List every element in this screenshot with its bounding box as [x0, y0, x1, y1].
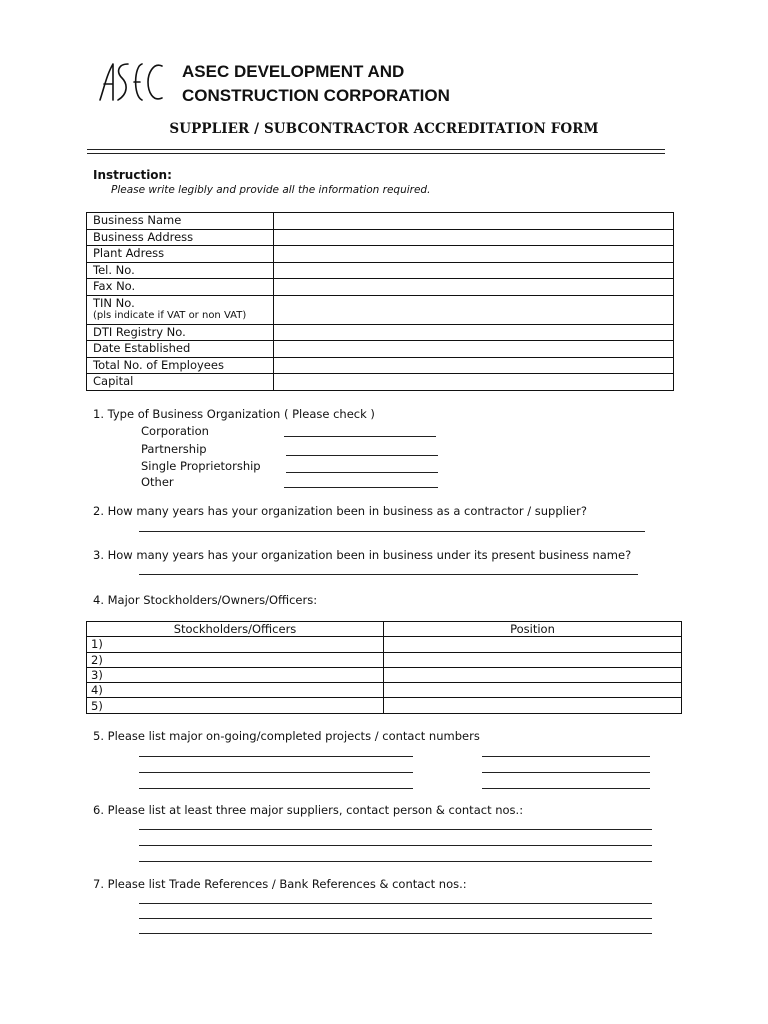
- option-other-label: Other: [141, 475, 174, 489]
- question-2: 2. How many years has your organization been in business as a contractor / supplier?: [93, 504, 587, 518]
- answer-line-q7[interactable]: [139, 933, 652, 934]
- table-row: [87, 246, 674, 263]
- form-title: SUPPLIER / SUBCONTRACTOR ACCREDITATION FORM: [169, 121, 599, 137]
- company-name: [182, 60, 450, 108]
- date-established-field[interactable]: [274, 341, 674, 358]
- answer-line-q6[interactable]: [139, 829, 652, 830]
- instruction-text: Please write legibly and provide all the information required.: [111, 184, 431, 196]
- question-6: 6. Please list at least three major suppliers, contact person & contact nos.:: [93, 803, 524, 817]
- tin-label: TIN No.: [93, 295, 135, 310]
- question-1: 1. Type of Business Organization ( Please check ): [93, 407, 375, 421]
- table-row: [87, 295, 674, 324]
- asec-logo: [98, 60, 166, 104]
- plant-address-field[interactable]: [274, 246, 674, 263]
- header-rule-top: [87, 149, 665, 150]
- question-4: 4. Major Stockholders/Owners/Officers:: [93, 593, 318, 607]
- business-address-field[interactable]: [274, 229, 674, 246]
- table-row: [87, 652, 682, 667]
- answer-line-q7[interactable]: [139, 918, 652, 919]
- table-row: [87, 637, 682, 652]
- table-row: [87, 357, 674, 374]
- table-row: [87, 374, 674, 391]
- fax-no-field[interactable]: [274, 279, 674, 296]
- field-label: [87, 295, 274, 324]
- column-header-position: Position: [384, 622, 682, 637]
- answer-line-q5-project[interactable]: [139, 788, 413, 789]
- answer-line-q5-project[interactable]: [139, 756, 413, 757]
- stockholder-cell[interactable]: 3): [87, 667, 384, 682]
- tel-no-field[interactable]: [274, 262, 674, 279]
- company-name-line1: ASEC DEVELOPMENT AND: [182, 62, 405, 81]
- tin-no-field[interactable]: [274, 295, 674, 324]
- field-label: Fax No.: [87, 279, 274, 296]
- table-row: [87, 683, 682, 698]
- table-row: [87, 279, 674, 296]
- stockholder-cell[interactable]: 1): [87, 637, 384, 652]
- dti-registry-field[interactable]: [274, 324, 674, 341]
- table-row: [87, 698, 682, 713]
- field-label: Tel. No.: [87, 262, 274, 279]
- option-sole-proprietorship-blank[interactable]: [286, 472, 438, 473]
- tin-note: (pls indicate if VAT or non VAT): [93, 309, 247, 321]
- stockholder-cell[interactable]: 4): [87, 683, 384, 698]
- field-label: Capital: [87, 374, 274, 391]
- answer-line-q3[interactable]: [139, 574, 638, 575]
- answer-line-q6[interactable]: [139, 861, 652, 862]
- position-cell[interactable]: [384, 683, 682, 698]
- answer-line-q7[interactable]: [139, 903, 652, 904]
- position-cell[interactable]: [384, 698, 682, 713]
- table-row: [87, 262, 674, 279]
- table-row: [87, 341, 674, 358]
- instruction-heading: Instruction:: [93, 168, 172, 182]
- company-name-line2: CONSTRUCTION CORPORATION: [182, 86, 450, 105]
- position-cell[interactable]: [384, 652, 682, 667]
- option-partnership-blank[interactable]: [286, 455, 438, 456]
- business-info-table: [86, 212, 674, 391]
- capital-field[interactable]: [274, 374, 674, 391]
- answer-line-q5-contact[interactable]: [482, 772, 650, 773]
- option-corporation-label: Corporation: [141, 424, 209, 438]
- answer-line-q5-contact[interactable]: [482, 788, 650, 789]
- answer-line-q5-project[interactable]: [139, 772, 413, 773]
- field-label: Plant Adress: [87, 246, 274, 263]
- header-rule-bottom: [87, 153, 665, 154]
- answer-line-q2[interactable]: [139, 531, 645, 532]
- field-label: Total No. of Employees: [87, 357, 274, 374]
- answer-line-q5-contact[interactable]: [482, 756, 650, 757]
- question-5: 5. Please list major on-going/completed projects / contact numbers: [93, 729, 480, 743]
- stockholder-cell[interactable]: 2): [87, 652, 384, 667]
- column-header-stockholders: Stockholders/Officers: [87, 622, 384, 637]
- stockholders-table: [86, 621, 682, 714]
- field-label: Date Established: [87, 341, 274, 358]
- answer-line-q6[interactable]: [139, 845, 652, 846]
- field-label: Business Name: [87, 213, 274, 230]
- table-row: [87, 324, 674, 341]
- option-other-blank[interactable]: [284, 487, 438, 488]
- option-corporation-blank[interactable]: [284, 436, 436, 437]
- position-cell[interactable]: [384, 637, 682, 652]
- table-row: [87, 667, 682, 682]
- table-header-row: [87, 622, 682, 637]
- option-sole-proprietorship-label: Single Proprietorship: [141, 459, 261, 473]
- field-label: Business Address: [87, 229, 274, 246]
- stockholder-cell[interactable]: 5): [87, 698, 384, 713]
- question-7: 7. Please list Trade References / Bank References & contact nos.:: [93, 877, 467, 891]
- field-label: DTI Registry No.: [87, 324, 274, 341]
- position-cell[interactable]: [384, 667, 682, 682]
- table-row: [87, 213, 674, 230]
- question-3: 3. How many years has your organization been in business under its present business name?: [93, 548, 632, 562]
- business-name-field[interactable]: [274, 213, 674, 230]
- option-partnership-label: Partnership: [141, 442, 207, 456]
- table-row: [87, 229, 674, 246]
- employees-field[interactable]: [274, 357, 674, 374]
